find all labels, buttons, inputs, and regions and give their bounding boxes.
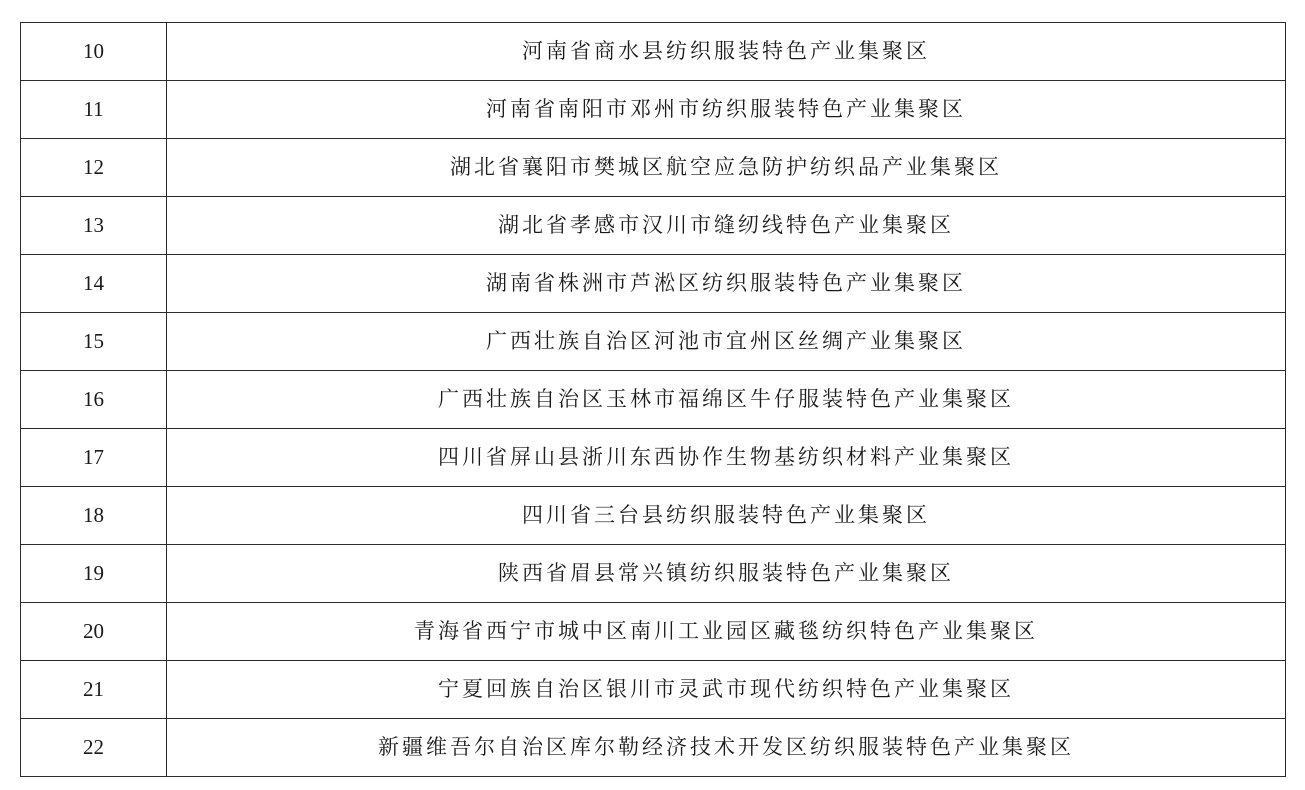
- row-number: 14: [21, 255, 167, 313]
- cluster-name: 湖北省襄阳市樊城区航空应急防护纺织品产业集聚区: [167, 139, 1286, 197]
- cluster-name: 青海省西宁市城中区南川工业园区藏毯纺织特色产业集聚区: [167, 603, 1286, 661]
- industrial-cluster-table: [20, 22, 1286, 777]
- row-number: 15: [21, 313, 167, 371]
- row-number: 12: [21, 139, 167, 197]
- table-row: [21, 313, 1286, 371]
- cluster-name: 四川省三台县纺织服装特色产业集聚区: [167, 487, 1286, 545]
- table-row: [21, 603, 1286, 661]
- row-number: 11: [21, 81, 167, 139]
- cluster-name: 陕西省眉县常兴镇纺织服装特色产业集聚区: [167, 545, 1286, 603]
- document-page: [20, 22, 1285, 777]
- row-number: 18: [21, 487, 167, 545]
- table-row: [21, 719, 1286, 777]
- row-number: 20: [21, 603, 167, 661]
- table-row: [21, 545, 1286, 603]
- table-row: [21, 81, 1286, 139]
- row-number: 19: [21, 545, 167, 603]
- cluster-name: 广西壮族自治区河池市宜州区丝绸产业集聚区: [167, 313, 1286, 371]
- table-row: [21, 429, 1286, 487]
- row-number: 13: [21, 197, 167, 255]
- cluster-name: 河南省商水县纺织服装特色产业集聚区: [167, 23, 1286, 81]
- row-number: 10: [21, 23, 167, 81]
- table-row: [21, 139, 1286, 197]
- row-number: 16: [21, 371, 167, 429]
- table-row: [21, 487, 1286, 545]
- table-row: [21, 255, 1286, 313]
- cluster-name: 湖南省株洲市芦淞区纺织服装特色产业集聚区: [167, 255, 1286, 313]
- cluster-name: 新疆维吾尔自治区库尔勒经济技术开发区纺织服装特色产业集聚区: [167, 719, 1286, 777]
- cluster-name: 四川省屏山县浙川东西协作生物基纺织材料产业集聚区: [167, 429, 1286, 487]
- cluster-name: 湖北省孝感市汉川市缝纫线特色产业集聚区: [167, 197, 1286, 255]
- cluster-name: 宁夏回族自治区银川市灵武市现代纺织特色产业集聚区: [167, 661, 1286, 719]
- row-number: 22: [21, 719, 167, 777]
- row-number: 17: [21, 429, 167, 487]
- row-number: 21: [21, 661, 167, 719]
- table-row: [21, 23, 1286, 81]
- table-row: [21, 197, 1286, 255]
- cluster-name: 河南省南阳市邓州市纺织服装特色产业集聚区: [167, 81, 1286, 139]
- cluster-name: 广西壮族自治区玉林市福绵区牛仔服装特色产业集聚区: [167, 371, 1286, 429]
- table-row: [21, 371, 1286, 429]
- table-row: [21, 661, 1286, 719]
